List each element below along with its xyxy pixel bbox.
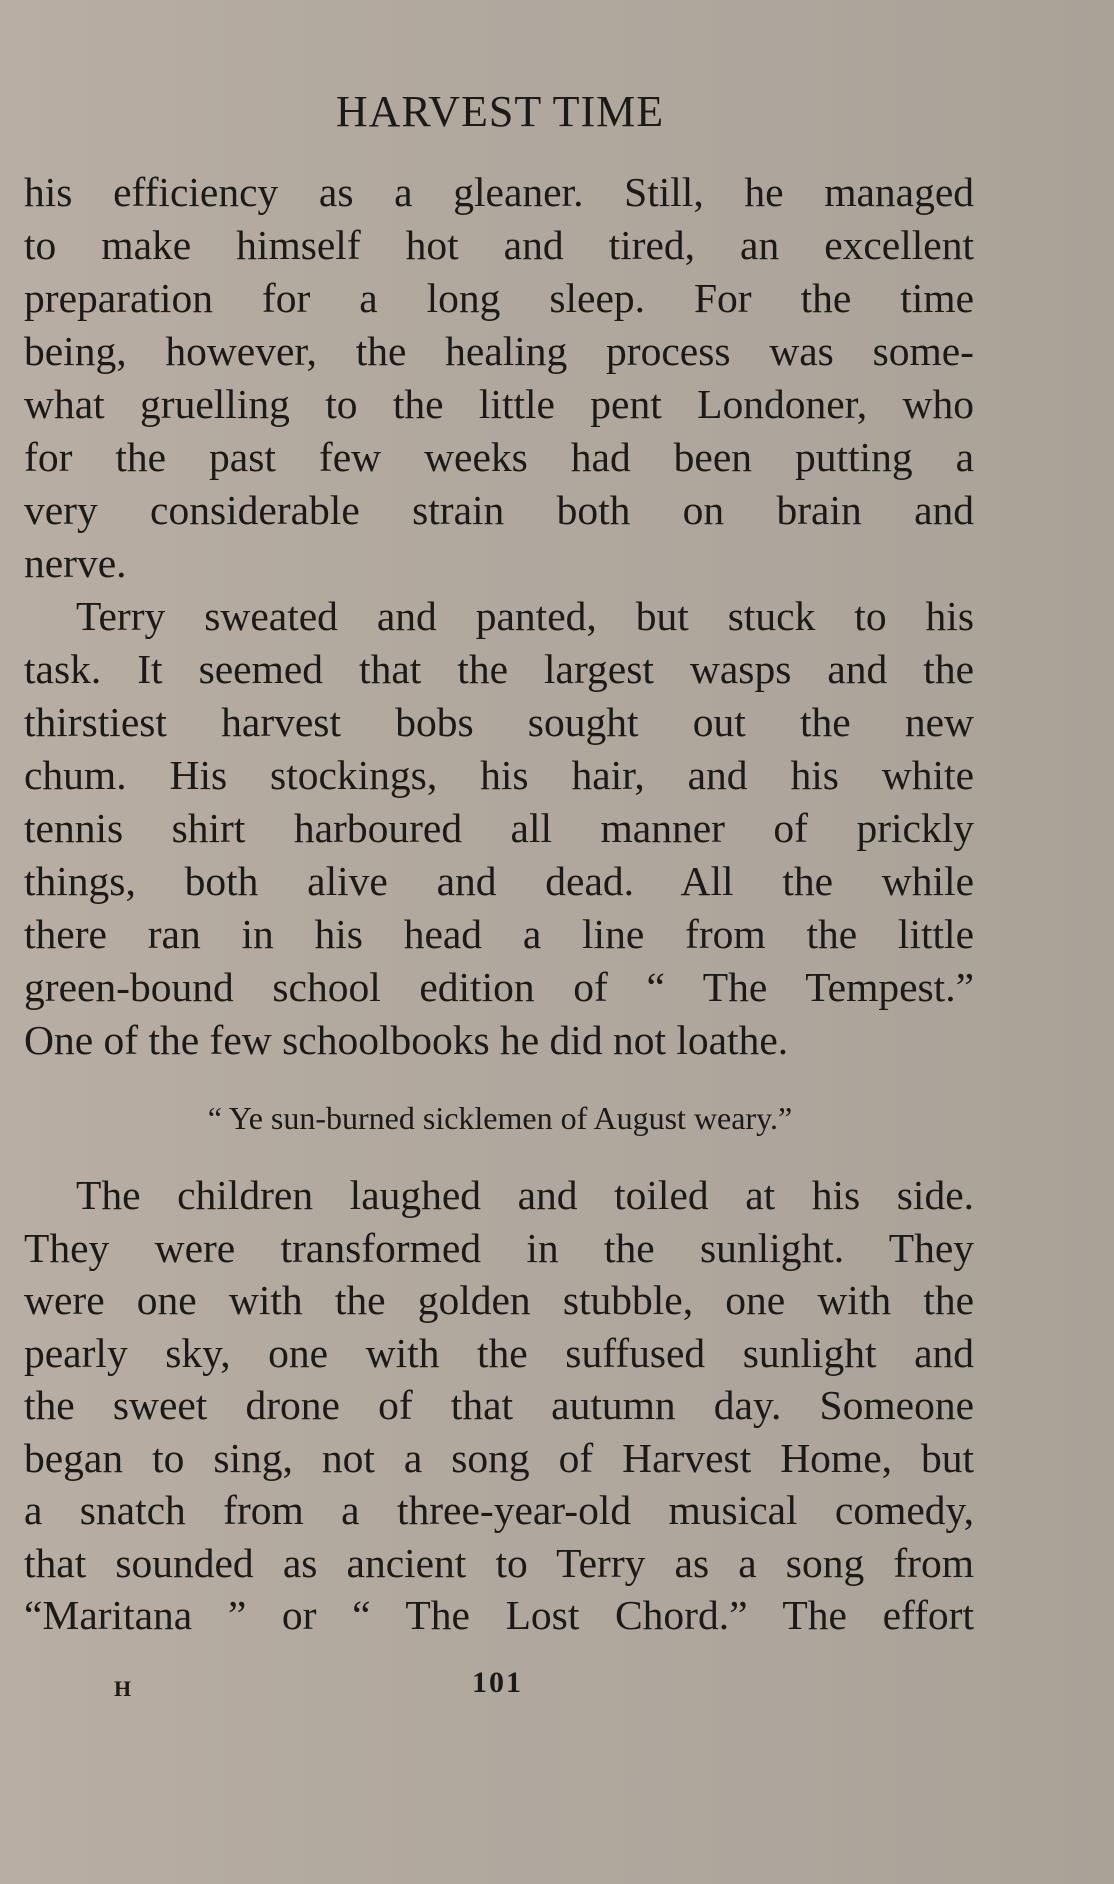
text-line: what gruelling to the little pent Londoner, who — [24, 381, 974, 427]
text-line: a snatch from a three-year-old musical comedy, — [24, 1487, 974, 1533]
text-line: task. It seemed that the largest wasps and the — [24, 646, 974, 692]
text-line: The children laughed and toiled at his side. — [76, 1172, 974, 1218]
paragraph-3 — [24, 1169, 974, 1642]
text-line: They were transformed in the sunlight. They — [24, 1224, 974, 1271]
text-block-upper — [24, 166, 974, 1067]
page-number: 101 — [472, 1666, 523, 1699]
text-line: were one with the golden stubble, one with the — [24, 1277, 974, 1323]
text-line: nerve. — [24, 540, 127, 586]
text-line: that sounded as ancient to Terry as a song from — [24, 1539, 974, 1586]
text-line: pearly sky, one with the suffused sunlight and — [24, 1329, 974, 1376]
text-line: very considerable strain both on brain and — [24, 487, 974, 533]
text-line: things, both alive and dead. All the while — [24, 858, 974, 904]
paragraph-2 — [24, 590, 974, 1067]
text-line: One of the few schoolbooks he did not loathe. — [24, 1017, 789, 1063]
text-line: green-bound school edition of “ The Tempest.” — [24, 964, 974, 1010]
text-line: the sweet drone of that autumn day. Someone — [24, 1382, 974, 1428]
text-line: thirstiest harvest bobs sought out the new — [24, 699, 974, 745]
text-line: his efficiency as a gleaner. Still, he managed — [24, 169, 974, 215]
text-line: began to sing, not a song of Harvest Home, but — [24, 1434, 974, 1481]
signature-mark: H — [114, 1676, 132, 1701]
epigraph-quote: “ Ye sun-burned sicklemen of August weary.” — [207, 1100, 793, 1136]
text-line: tennis shirt harboured all manner of prickly — [24, 805, 974, 851]
running-head: HARVEST TIME — [335, 87, 665, 136]
text-line: there ran in his head a line from the little — [24, 911, 974, 957]
text-line: Terry sweated and panted, but stuck to his — [76, 593, 974, 639]
text-line: preparation for a long sleep. For the time — [24, 275, 974, 321]
paragraph-1 — [24, 166, 974, 590]
text-line: “Maritana ” or “ The Lost Chord.” The effort — [24, 1592, 974, 1638]
text-line: for the past few weeks had been putting a — [24, 434, 974, 480]
text-block-lower — [24, 1169, 974, 1642]
text-line: to make himself hot and tired, an excellent — [24, 222, 974, 268]
text-line: being, however, the healing process was some- — [24, 328, 974, 374]
text-line: chum. His stockings, his hair, and his white — [24, 752, 974, 798]
